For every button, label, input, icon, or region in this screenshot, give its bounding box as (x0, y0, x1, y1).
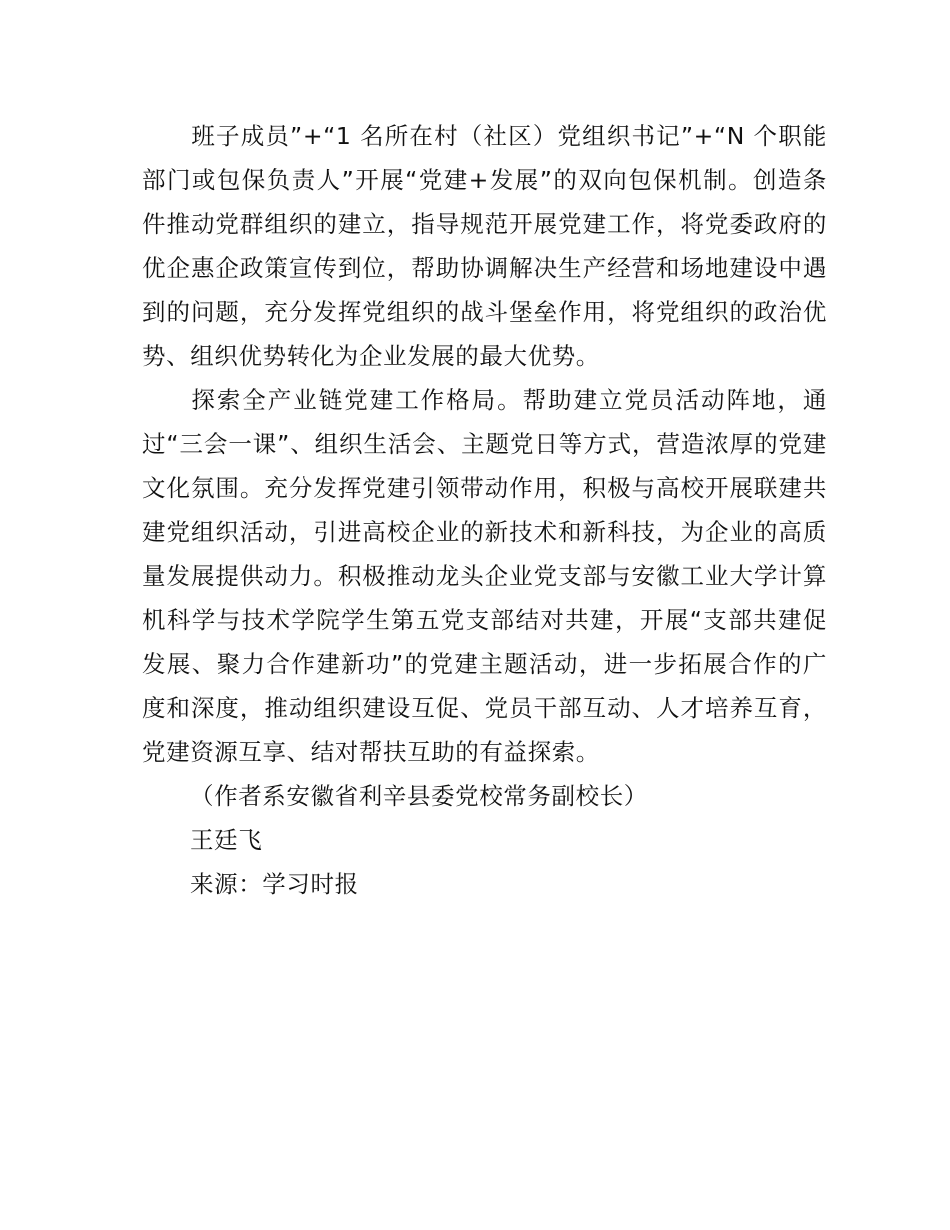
document-body (142, 114, 827, 906)
source-line: 来源：学习时报 (190, 870, 359, 898)
paragraph-1: 班子成员”+“1 名所在村（社区）党组织书记”+“N 个职能部门或包保负责人”开展“党建+发展”的双向包保机制。创造条件推动党群组织的建立，指导规范开展党建工作，将党委政府的优企惠企政策宣传到位，帮助协调解决生产经营和场地建设中遇到的问题，充分发挥党组织的战斗堡垒作用，将党组织的政治优势、组织优势转化为企业发展的最大优势。 (142, 122, 827, 370)
author-name: 王廷飞 (190, 826, 263, 854)
paragraph-2: 探索全产业链党建工作格局。帮助建立党员活动阵地，通过“三会一课”、组织生活会、主题党日等方式，营造浓厚的党建文化氛围。充分发挥党建引领带动作用，积极与高校开展联建共建党组织活动，引进高校企业的新技术和新科技，为企业的高质量发展提供动力。积极推动龙头企业党支部与安徽工业大学计算机科学与技术学院学生第五党支部结对共建，开展“支部共建促发展、聚力合作建新功”的党建主题活动，进一步拓展合作的广度和深度，推动组织建设互促、党员干部互动、人才培养互育，党建资源互享、结对帮扶互助的有益探索。 (142, 386, 827, 766)
author-note: （作者系安徽省利辛县委党校常务副校长） (190, 782, 648, 810)
